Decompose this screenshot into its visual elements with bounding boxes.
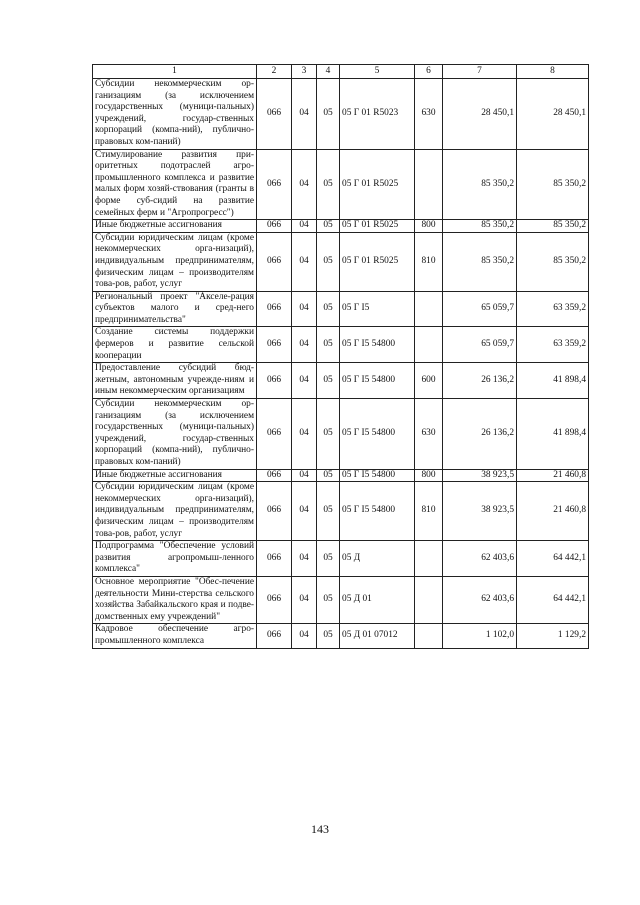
ministry-code: 066: [257, 149, 292, 220]
subsection-code: 05: [317, 79, 340, 150]
subsection-code: 05: [317, 399, 340, 470]
section-code: 04: [292, 79, 317, 150]
table-row: [93, 363, 589, 399]
item-name: Субсидии некоммерческим ор-ганизациям (за исключением государственных (муници-пальных) учреждений, государ-ственных корпораций (компа-ний), публично-правовых ком-паний): [93, 79, 257, 150]
column-header-2: 2: [257, 65, 292, 79]
subsection-code: 05: [317, 469, 340, 482]
table-header: [93, 65, 589, 79]
target-article-code: 05 Г I5 54800: [340, 327, 415, 363]
item-name: Субсидии юридическим лицам (кроме некоммерческих орга-низаций), индивидуальным предпринимателям, физическим лицам – производителям това-ров, работ, услуг: [93, 232, 257, 291]
target-article-code: 05 Д 01: [340, 576, 415, 623]
table-row: [93, 541, 589, 577]
amount-year-1: 28 450,1: [443, 79, 517, 150]
item-name: Субсидии некоммерческим ор-ганизациям (за исключением государственных (муници-пальных) учреждений, государ-ственных корпораций (компа-ний), публично-правовых ком-паний): [93, 399, 257, 470]
amount-year-2: 85 350,2: [517, 232, 589, 291]
target-article-code: 05 Д: [340, 541, 415, 577]
section-code: 04: [292, 327, 317, 363]
page-number: 143: [311, 822, 329, 836]
target-article-code: 05 Д 01 07012: [340, 624, 415, 648]
section-code: 04: [292, 469, 317, 482]
target-article-code: 05 Г 01 R5023: [340, 79, 415, 150]
amount-year-1: 85 350,2: [443, 232, 517, 291]
header-row: [93, 65, 589, 79]
amount-year-2: 64 442,1: [517, 541, 589, 577]
ministry-code: 066: [257, 399, 292, 470]
section-code: 04: [292, 482, 317, 541]
column-header-1: 1: [93, 65, 257, 79]
section-code: 04: [292, 541, 317, 577]
section-code: 04: [292, 220, 317, 233]
ministry-code: 066: [257, 576, 292, 623]
subsection-code: 05: [317, 220, 340, 233]
amount-year-1: 26 136,2: [443, 399, 517, 470]
table-row: [93, 291, 589, 327]
item-name: Подпрограмма "Обеспечение условий развития агропромыш-ленного комплекса": [93, 541, 257, 577]
table-row: [93, 220, 589, 233]
amount-year-1: 62 403,6: [443, 541, 517, 577]
amount-year-2: 21 460,8: [517, 482, 589, 541]
expense-type-code: [415, 541, 443, 577]
target-article-code: 05 Г 01 R5025: [340, 232, 415, 291]
table-row: [93, 149, 589, 220]
amount-year-1: 65 059,7: [443, 327, 517, 363]
target-article-code: 05 Г I5 54800: [340, 399, 415, 470]
subsection-code: 05: [317, 327, 340, 363]
column-header-7: 7: [443, 65, 517, 79]
ministry-code: 066: [257, 220, 292, 233]
target-article-code: 05 Г 01 R5025: [340, 149, 415, 220]
section-code: 04: [292, 232, 317, 291]
column-header-5: 5: [340, 65, 415, 79]
amount-year-1: 38 923,5: [443, 469, 517, 482]
item-name: Основное мероприятие "Обес-печение деятельности Мини-стерства сельского хозяйства Забайкальского края и подве-домственных ему учреждений": [93, 576, 257, 623]
expense-type-code: 630: [415, 79, 443, 150]
column-header-8: 8: [517, 65, 589, 79]
target-article-code: 05 Г I5 54800: [340, 363, 415, 399]
table-row: [93, 232, 589, 291]
table-row: [93, 576, 589, 623]
amount-year-1: 26 136,2: [443, 363, 517, 399]
amount-year-2: 85 350,2: [517, 149, 589, 220]
ministry-code: 066: [257, 291, 292, 327]
item-name: Иные бюджетные ассигнования: [93, 469, 257, 482]
ministry-code: 066: [257, 469, 292, 482]
amount-year-2: 21 460,8: [517, 469, 589, 482]
ministry-code: 066: [257, 482, 292, 541]
document-page: [92, 64, 588, 649]
subsection-code: 05: [317, 363, 340, 399]
table-row: [93, 469, 589, 482]
expense-type-code: 810: [415, 482, 443, 541]
ministry-code: 066: [257, 541, 292, 577]
subsection-code: 05: [317, 541, 340, 577]
amount-year-2: 28 450,1: [517, 79, 589, 150]
target-article-code: 05 Г I5: [340, 291, 415, 327]
section-code: 04: [292, 291, 317, 327]
ministry-code: 066: [257, 232, 292, 291]
item-name: Создание системы поддержки фермеров и развитие сельской кооперации: [93, 327, 257, 363]
column-header-3: 3: [292, 65, 317, 79]
target-article-code: 05 Г I5 54800: [340, 469, 415, 482]
table-row: [93, 399, 589, 470]
amount-year-2: 41 898,4: [517, 363, 589, 399]
amount-year-1: 85 350,2: [443, 149, 517, 220]
subsection-code: 05: [317, 624, 340, 648]
expense-type-code: [415, 149, 443, 220]
ministry-code: 066: [257, 624, 292, 648]
table-row: [93, 79, 589, 150]
amount-year-1: 1 102,0: [443, 624, 517, 648]
amount-year-2: 85 350,2: [517, 220, 589, 233]
expense-type-code: [415, 291, 443, 327]
subsection-code: 05: [317, 291, 340, 327]
expense-type-code: 810: [415, 232, 443, 291]
amount-year-2: 41 898,4: [517, 399, 589, 470]
section-code: 04: [292, 399, 317, 470]
item-name: Иные бюджетные ассигнования: [93, 220, 257, 233]
table-row: [93, 482, 589, 541]
amount-year-1: 62 403,6: [443, 576, 517, 623]
subsection-code: 05: [317, 576, 340, 623]
target-article-code: 05 Г 01 R5025: [340, 220, 415, 233]
amount-year-2: 1 129,2: [517, 624, 589, 648]
section-code: 04: [292, 149, 317, 220]
ministry-code: 066: [257, 79, 292, 150]
amount-year-2: 63 359,2: [517, 291, 589, 327]
ministry-code: 066: [257, 327, 292, 363]
item-name: Региональный проект "Акселе-рация субъектов малого и сред-него предпринимательства": [93, 291, 257, 327]
item-name: Предоставление субсидий бюд-жетным, автономным учрежде-ниям и иным некоммерческим организациям: [93, 363, 257, 399]
expense-type-code: 800: [415, 469, 443, 482]
target-article-code: 05 Г I5 54800: [340, 482, 415, 541]
amount-year-2: 64 442,1: [517, 576, 589, 623]
subsection-code: 05: [317, 232, 340, 291]
item-name: Стимулирование развития при-оритетных подотраслей агро-промышленного комплекса и развитие малых форм хозяй-ствования (гранты в форме суб-сидий на развитие семейных ферм и "Агропрогресс"): [93, 149, 257, 220]
amount-year-2: 63 359,2: [517, 327, 589, 363]
subsection-code: 05: [317, 149, 340, 220]
expense-type-code: 600: [415, 363, 443, 399]
amount-year-1: 85 350,2: [443, 220, 517, 233]
ministry-code: 066: [257, 363, 292, 399]
section-code: 04: [292, 363, 317, 399]
table-row: [93, 624, 589, 648]
item-name: Субсидии юридическим лицам (кроме некоммерческих орга-низаций), индивидуальным предпринимателям, физическим лицам – производителям това-ров, работ, услуг: [93, 482, 257, 541]
expense-type-code: [415, 576, 443, 623]
table-row: [93, 327, 589, 363]
column-header-6: 6: [415, 65, 443, 79]
column-header-4: 4: [317, 65, 340, 79]
expense-type-code: 630: [415, 399, 443, 470]
item-name: Кадровое обеспечение агро-промышленного комплекса: [93, 624, 257, 648]
table-body: [93, 79, 589, 649]
section-code: 04: [292, 576, 317, 623]
expense-type-code: 800: [415, 220, 443, 233]
amount-year-1: 65 059,7: [443, 291, 517, 327]
amount-year-1: 38 923,5: [443, 482, 517, 541]
section-code: 04: [292, 624, 317, 648]
expense-type-code: [415, 327, 443, 363]
budget-table: [92, 64, 589, 649]
expense-type-code: [415, 624, 443, 648]
subsection-code: 05: [317, 482, 340, 541]
